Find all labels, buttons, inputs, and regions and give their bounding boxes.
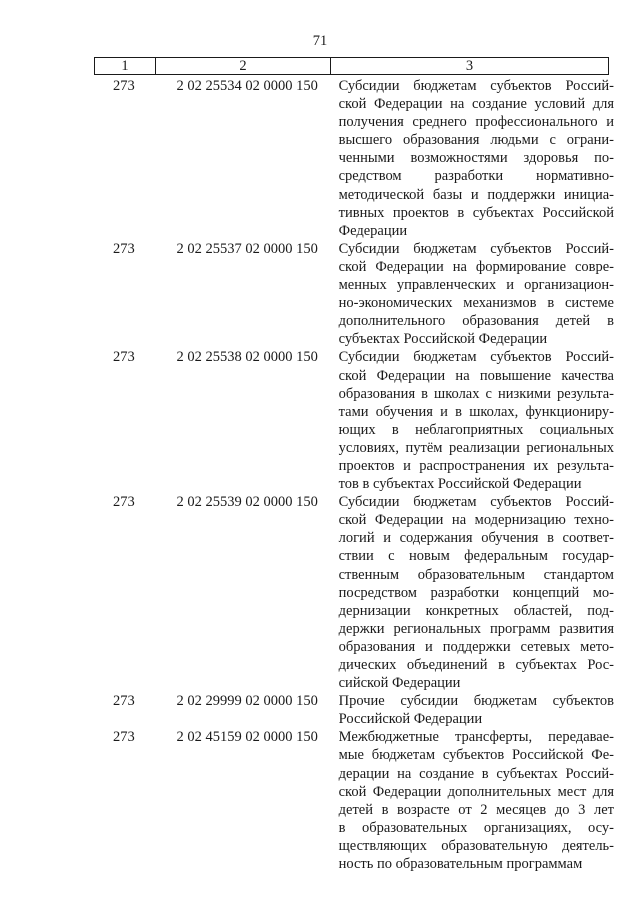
row-description bbox=[339, 493, 614, 692]
table-row bbox=[94, 240, 614, 349]
table-row bbox=[94, 692, 614, 728]
row-number: 273 bbox=[112, 240, 135, 257]
page-number: 71 bbox=[312, 33, 328, 49]
row-code: 2 02 45159 02 0000 150 bbox=[176, 729, 318, 746]
description-line: ской Федерации дополнительных мест для bbox=[338, 783, 614, 800]
description-line: менных управленческих и организацион- bbox=[338, 277, 614, 294]
row-description bbox=[339, 728, 614, 873]
description-line: получения среднего профессионального и bbox=[338, 114, 614, 131]
description-line: ющих в неблагоприятных социальных bbox=[338, 421, 614, 438]
description-line: ской Федерации на повышение качества bbox=[338, 367, 614, 384]
description-line: дернизации конкретных областей, под- bbox=[338, 602, 614, 619]
description-line: держки региональных программ развития bbox=[338, 620, 614, 637]
row-number: 273 bbox=[112, 494, 135, 511]
description-line: мые бюджетам субъектов Российской Фе- bbox=[338, 747, 614, 764]
description-line: посредством разработки концепций мо- bbox=[338, 584, 614, 601]
row-description bbox=[339, 692, 614, 728]
description-line: ствии с новым федеральным государ- bbox=[338, 548, 614, 565]
header-col-2: 2 bbox=[156, 58, 331, 75]
description-line: ществляющих образовательную деятель- bbox=[338, 837, 614, 854]
description-line: проектов и распространения их результа- bbox=[338, 457, 614, 474]
description-line: дополнительного образования детей в bbox=[338, 313, 614, 330]
description-line: тами обучения и в школах, функциониру- bbox=[338, 403, 614, 420]
header-col-3: 3 bbox=[331, 58, 609, 75]
description-line: ской Федерации на модернизацию техно- bbox=[338, 512, 614, 529]
row-code: 2 02 29999 02 0000 150 bbox=[176, 693, 318, 710]
description-line: Субсидии бюджетам субъектов Россий- bbox=[338, 494, 614, 511]
table-row bbox=[94, 728, 614, 873]
description-line: логий и содержания обучения в соответ- bbox=[338, 530, 614, 547]
table-row bbox=[94, 493, 614, 692]
description-line: высшего образования людьми с ограни- bbox=[338, 132, 614, 149]
description-line: ченными возможностями здоровья по- bbox=[338, 150, 614, 167]
table-body bbox=[94, 77, 614, 873]
description-line: дерации на создание в субъектах Россий- bbox=[338, 765, 614, 782]
row-description bbox=[339, 348, 614, 493]
description-line: Субсидии бюджетам субъектов Россий- bbox=[338, 240, 614, 257]
description-line: ской Федерации на создание условий для bbox=[338, 96, 614, 113]
row-number: 273 bbox=[112, 729, 135, 746]
description-line: Межбюджетные трансферты, передавае- bbox=[338, 729, 614, 746]
description-line: детей в возрасте от 2 месяцев до 3 лет bbox=[338, 801, 614, 818]
row-description bbox=[339, 77, 614, 240]
description-line: ственным образовательным стандартом bbox=[338, 566, 614, 583]
row-number: 273 bbox=[112, 349, 135, 366]
row-code: 2 02 25537 02 0000 150 bbox=[176, 240, 318, 257]
description-line: Субсидии бюджетам субъектов Россий- bbox=[338, 349, 614, 366]
description-line: Субсидии бюджетам субъектов Россий- bbox=[338, 78, 614, 94]
description-line: тов в субъектах Российской Федерации bbox=[338, 476, 582, 493]
row-description bbox=[339, 240, 614, 349]
table-row bbox=[94, 77, 614, 240]
description-line: сийской Федерации bbox=[338, 675, 461, 692]
table-header bbox=[94, 57, 609, 75]
table-row bbox=[94, 348, 614, 493]
description-line: ской Федерации на формирование совре- bbox=[338, 258, 614, 275]
description-line: тивных проектов в субъектах Российской bbox=[338, 204, 614, 221]
row-code: 2 02 25534 02 0000 150 bbox=[176, 78, 318, 94]
row-code: 2 02 25539 02 0000 150 bbox=[176, 494, 318, 511]
description-line: но-экономических механизмов в системе bbox=[338, 295, 614, 312]
description-line: условиях, путём реализации региональных bbox=[338, 439, 614, 456]
description-line: Федерации bbox=[338, 222, 408, 239]
row-code: 2 02 25538 02 0000 150 bbox=[176, 349, 318, 366]
description-line: образования и поддержки сетевых мето- bbox=[338, 638, 614, 655]
description-line: дических объединений в субъектах Рос- bbox=[338, 657, 614, 673]
description-line: средством разработки нормативно- bbox=[338, 168, 614, 185]
description-line: методической базы и поддержки инициа- bbox=[338, 186, 614, 203]
description-line: Прочие субсидии бюджетам субъектов bbox=[338, 693, 614, 710]
description-line: образования в школах с низкими результа- bbox=[338, 385, 614, 402]
description-line: Российской Федерации bbox=[338, 711, 483, 728]
description-line: ность по образовательным программам bbox=[338, 856, 583, 873]
row-number: 273 bbox=[112, 693, 135, 710]
row-number: 273 bbox=[112, 78, 135, 94]
description-line: в образовательных организациях, осу- bbox=[338, 819, 614, 836]
description-line: субъектах Российской Федерации bbox=[338, 331, 548, 348]
header-col-1: 1 bbox=[95, 58, 156, 75]
